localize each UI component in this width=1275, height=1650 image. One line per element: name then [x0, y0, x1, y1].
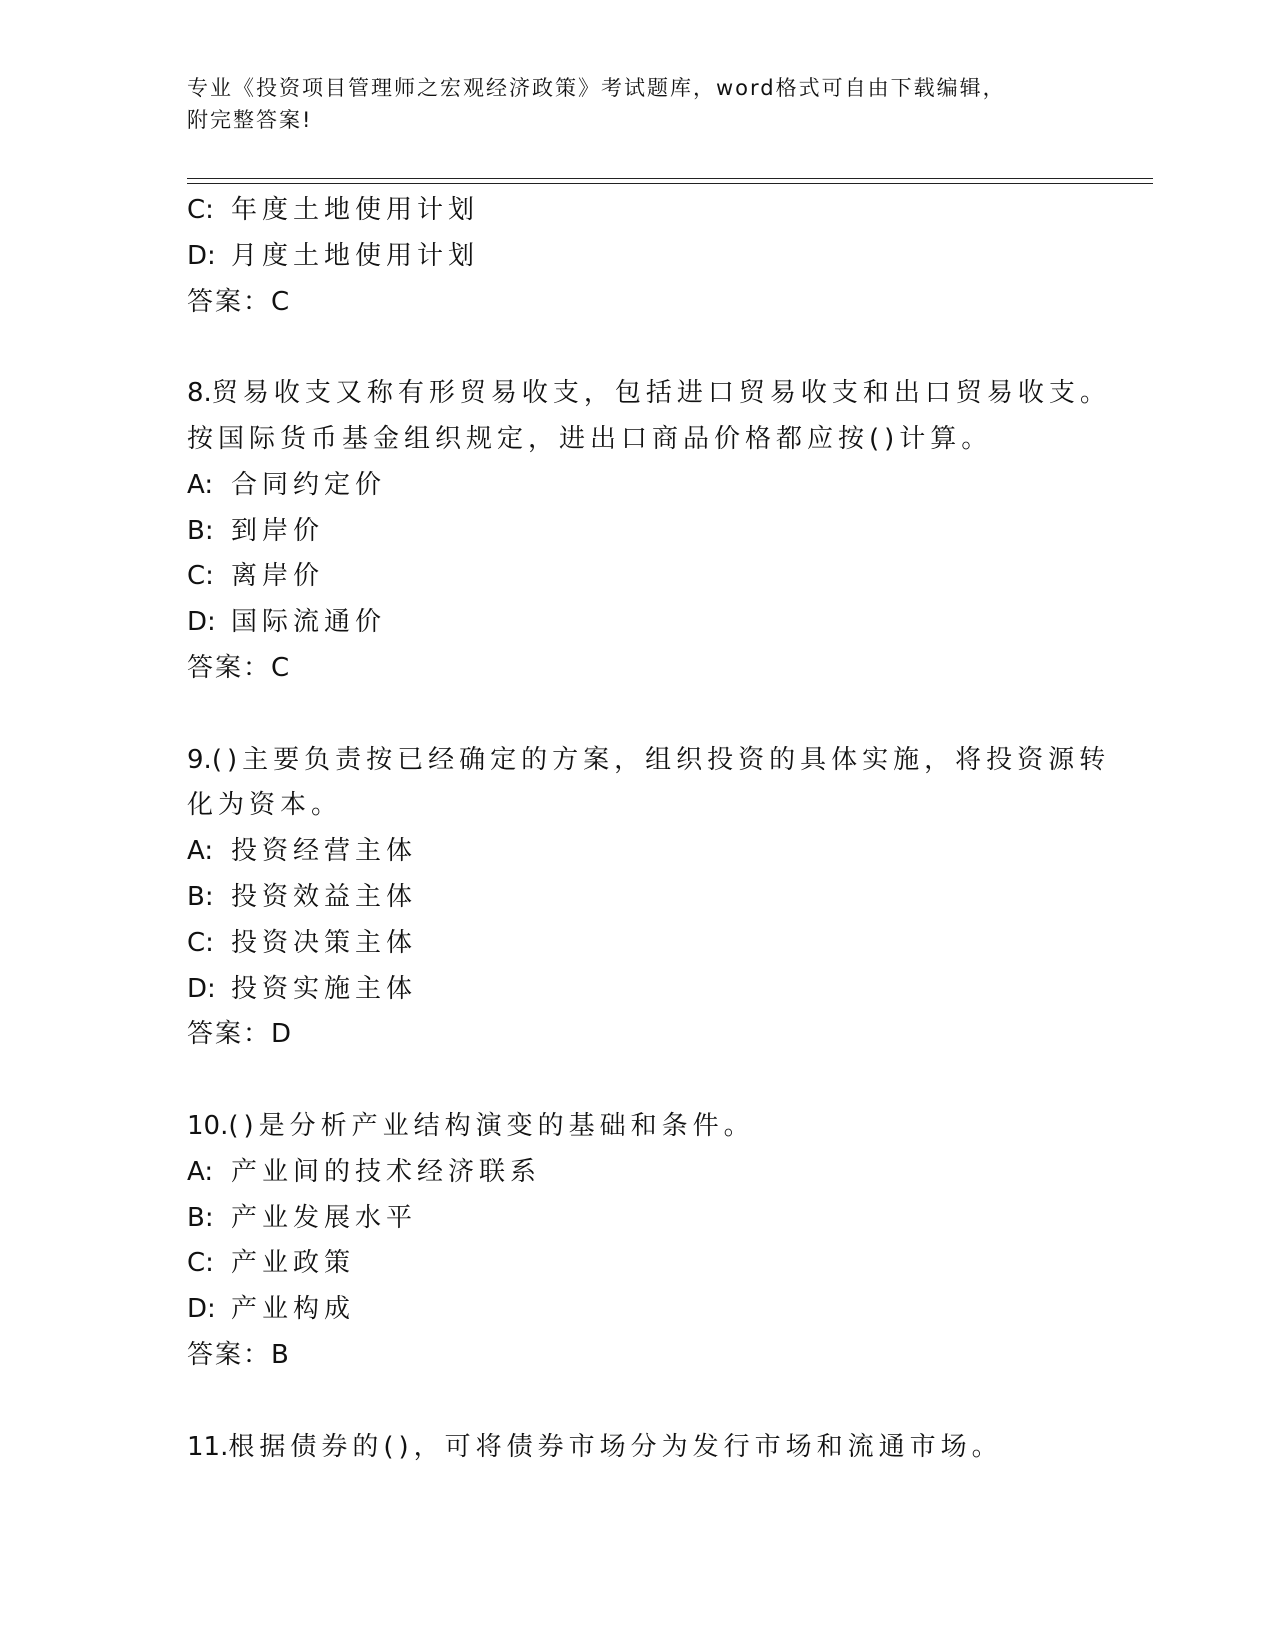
- option-letter: A:: [187, 469, 214, 500]
- question-text-line-1: 根据债券的()，可将债券市场分为发行市场和流通市场。: [228, 1431, 1003, 1462]
- question-stem: [187, 1104, 1087, 1150]
- document-header: [187, 72, 1087, 136]
- option-c: [187, 554, 1087, 600]
- option-b: [187, 509, 1087, 555]
- header-divider-top: [187, 178, 1153, 179]
- option-letter: C:: [187, 195, 214, 225]
- option-text: 产业政策: [231, 1248, 356, 1279]
- header-divider-bottom: [187, 183, 1153, 184]
- option-letter: D:: [187, 973, 216, 1004]
- question-8: [187, 371, 1111, 692]
- question-text-line-2: 化为资本。: [187, 790, 343, 821]
- question-text-line-1: ()主要负责按已经确定的方案，组织投资的具体实施，将投资源转: [211, 744, 1111, 775]
- question-text-line-2: 按国际货币基金组织规定，进出口商品价格都应按()计算。: [187, 423, 993, 454]
- question-number: 11.: [187, 1431, 229, 1462]
- option-b: [187, 1196, 1087, 1242]
- question-list: [187, 188, 1111, 1470]
- option-text: 产业构成: [231, 1294, 356, 1325]
- question-11: [187, 1425, 1087, 1471]
- option-c: [187, 188, 1087, 234]
- option-d: [187, 967, 1087, 1013]
- option-d: [187, 1287, 1087, 1333]
- option-text: 合同约定价: [231, 469, 387, 500]
- header-line-1: 专业《投资项目管理师之宏观经济政策》考试题库，word格式可自由下载编辑，: [187, 76, 1006, 100]
- option-d: [187, 600, 1087, 646]
- option-text: 投资决策主体: [231, 927, 418, 958]
- question-number: 10.: [187, 1110, 229, 1141]
- option-text: 年度土地使用计划: [231, 195, 480, 225]
- option-text: 产业发展水平: [231, 1202, 418, 1233]
- option-letter: D:: [187, 607, 216, 638]
- option-text: 离岸价: [231, 561, 325, 592]
- answer-line: 答案：D: [187, 1019, 294, 1050]
- option-letter: B:: [187, 515, 214, 546]
- answer-line: 答案：C: [187, 286, 292, 317]
- option-text: 国际流通价: [231, 607, 387, 638]
- option-text: 月度土地使用计划: [231, 240, 480, 271]
- question-10: [187, 1104, 1087, 1379]
- question-text-line-1: 贸易收支又称有形贸易收支，包括进口贸易收支和出口贸易收支。: [211, 378, 1111, 409]
- question-stem: [187, 371, 1111, 417]
- header-line-2: 附完整答案!: [187, 108, 313, 132]
- option-text: 投资经营主体: [231, 836, 418, 867]
- option-text: 投资实施主体: [231, 973, 418, 1004]
- option-a: [187, 1150, 1087, 1196]
- question-9: [187, 738, 1111, 1059]
- option-text: 到岸价: [231, 515, 325, 546]
- question-number: 8.: [187, 378, 212, 409]
- question-stem: [187, 1425, 1087, 1471]
- option-letter: A:: [187, 1156, 214, 1187]
- option-letter: C:: [187, 927, 214, 958]
- question-7-tail: [187, 188, 1087, 325]
- option-letter: B:: [187, 881, 214, 912]
- question-stem: [187, 738, 1111, 784]
- option-d: [187, 234, 1087, 280]
- option-c: [187, 1241, 1087, 1287]
- option-letter: D:: [187, 240, 216, 271]
- option-letter: D:: [187, 1294, 216, 1325]
- question-text-line-1: ()是分析产业结构演变的基础和条件。: [228, 1110, 755, 1141]
- option-text: 投资效益主体: [231, 881, 418, 912]
- option-letter: B:: [187, 1202, 214, 1233]
- option-letter: C:: [187, 1248, 214, 1279]
- option-text: 产业间的技术经济联系: [231, 1156, 542, 1187]
- answer-line: 答案：C: [187, 652, 292, 683]
- option-a: [187, 829, 1087, 875]
- option-c: [187, 921, 1087, 967]
- answer-line: 答案：B: [187, 1339, 291, 1370]
- option-letter: A:: [187, 836, 214, 867]
- option-a: [187, 463, 1087, 509]
- question-number: 9.: [187, 744, 212, 775]
- option-b: [187, 875, 1087, 921]
- option-letter: C:: [187, 561, 214, 592]
